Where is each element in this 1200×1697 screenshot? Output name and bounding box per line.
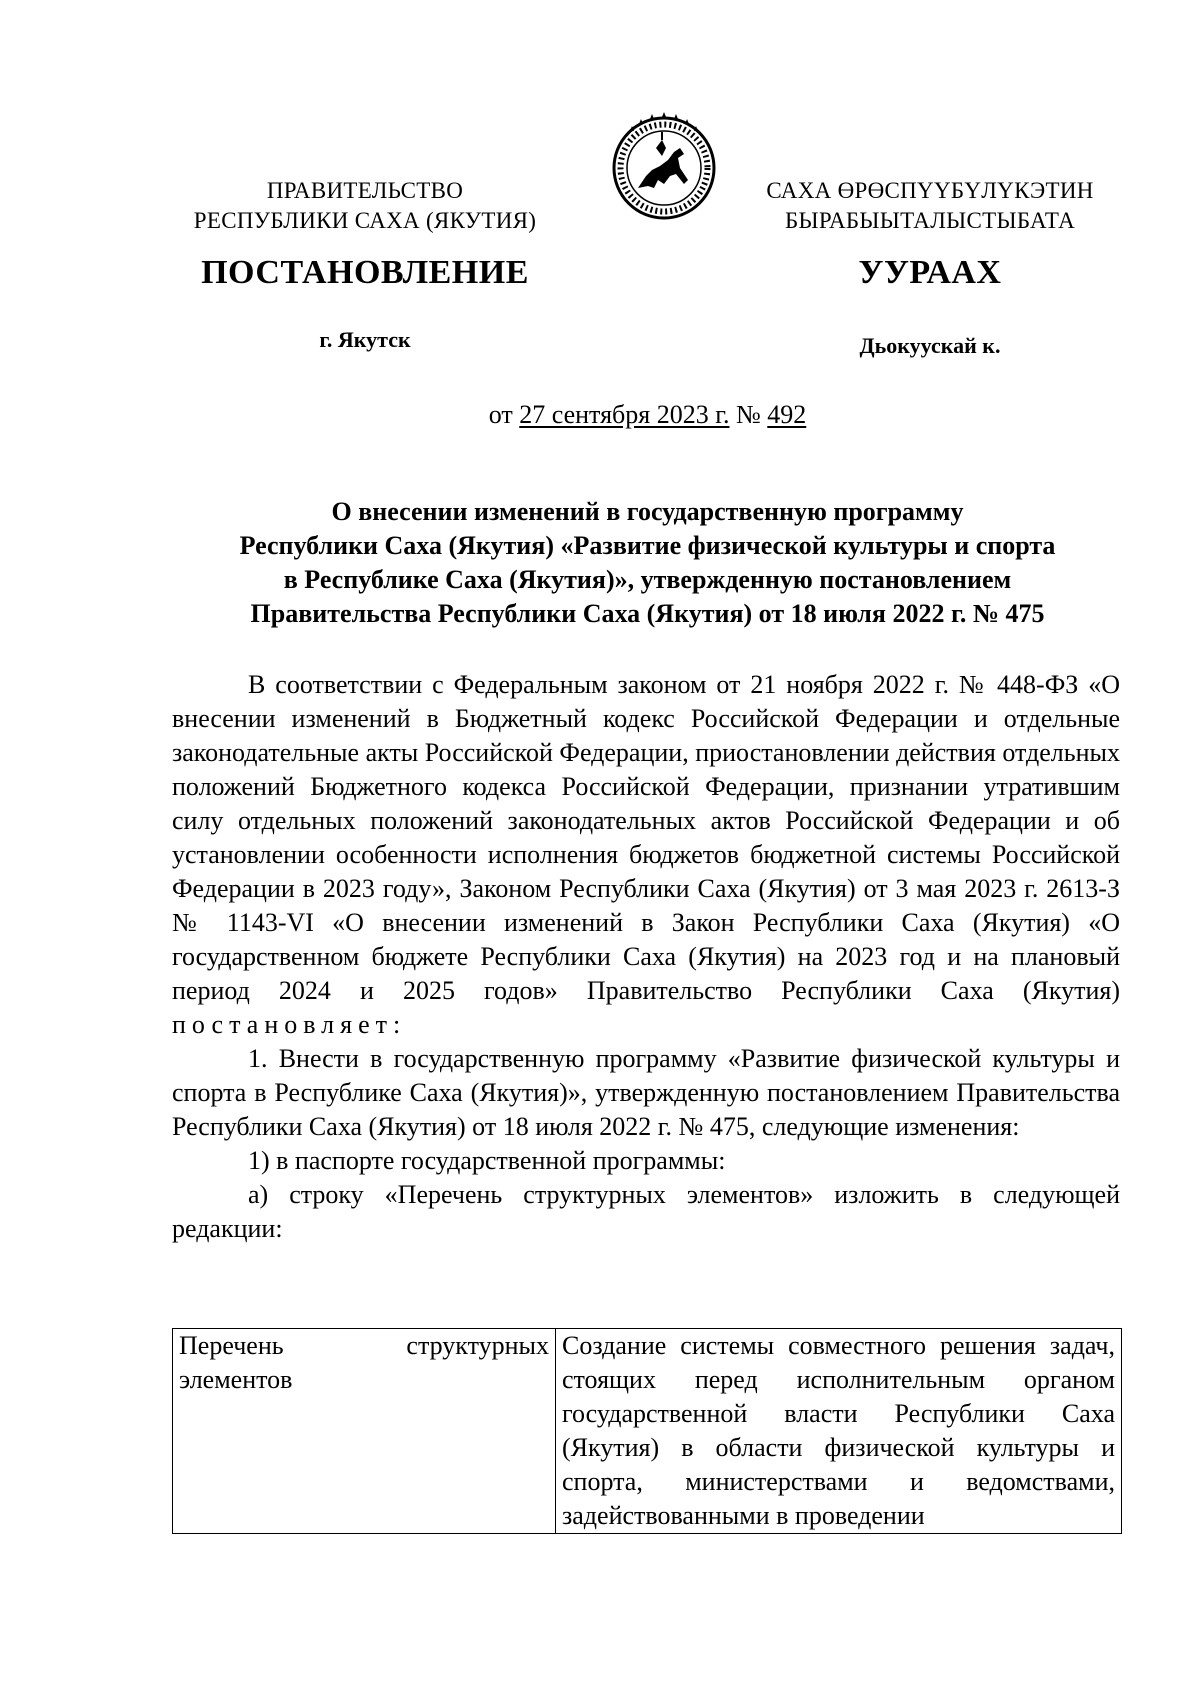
table-row <box>173 1329 1122 1534</box>
table-cell-value: Создание системы совместного решения задач, стоящих перед исполнительным органом государственной власти Республики Саха (Якутия) в области физической культуры и спорта, министерствами и ведомствами, задействованными в проведении <box>556 1329 1122 1534</box>
item-1-1a-paragraph: а) строку «Перечень структурных элементов» изложить в следующей редакции: <box>172 1180 1120 1243</box>
document-body <box>172 668 1120 1246</box>
number-sign: № <box>729 400 768 429</box>
org-name-sakha-line1: САХА ӨРӨСПҮҮБҮЛҮКЭТИН <box>766 178 1094 203</box>
document-date: 27 сентября 2023 г. <box>519 400 730 429</box>
decree-word: постановляет: <box>172 1010 407 1039</box>
document-subject <box>175 495 1120 631</box>
document-number: 492 <box>767 400 807 429</box>
org-name-sakha-line2: БЫРАБЫЫТАЛЫСТЫБАТА <box>784 208 1076 233</box>
org-name-russian <box>175 176 555 236</box>
passport-table <box>172 1328 1122 1534</box>
date-prefix: от <box>488 400 520 429</box>
coat-of-arms-sakha-icon <box>608 110 720 222</box>
doc-type-russian: ПОСТАНОВЛЕНИЕ <box>201 254 529 291</box>
preamble-text: В соответствии с Федеральным законом от 21 ноября 2022 г. № 448-ФЗ «О внесении изменений в Бюджетный кодекс Российской Федерации и отдельные законодательные акты Российской Федерации, приостановлении действия отдельных положений Бюджетного кодекса Российской Федерации, признании утратившим силу отдельных положений законодательных актов Российской Федерации и об установлении особенности исполнения бюджетов бюджетной системы Российской Федерации в 2023 году», Законом Республики Саха (Якутия) от 3 мая 2023 г. 2613-З № 1143-VI «О внесении изменений в Закон Республики Саха (Якутия) «О государственном бюджете Республики Саха (Якутия) на 2023 год и на плановый период 2024 и 2025 годов» Правительство Республики Саха (Якутия) <box>172 670 1120 1005</box>
city-sakha: Дьокуускай к. <box>859 333 1001 358</box>
date-line <box>175 400 1120 430</box>
item-1-1-paragraph: 1) в паспорте государственной программы: <box>248 1146 726 1175</box>
city-russian: г. Якутск <box>319 327 411 352</box>
item-1-paragraph: 1. Внести в государственную программу «Развитие физической культуры и спорта в Республике Саха (Якутия)», утвержденную постановлением Правительства Республики Саха (Якутия) от 18 июля 2022 г. № 475, следующие изменения: <box>172 1044 1120 1141</box>
subject-line: Республики Саха (Якутия) «Развитие физической культуры и спорта <box>239 531 1056 560</box>
subject-line: в Республике Саха (Якутия)», утвержденную постановлением <box>283 565 1012 594</box>
org-name-sakha <box>740 176 1120 236</box>
subject-line: Правительства Республики Саха (Якутия) от 18 июля 2022 г. № 475 <box>250 599 1045 628</box>
org-name-russian-line1: ПРАВИТЕЛЬСТВО <box>266 178 464 203</box>
subject-line: О внесении изменений в государственную программу <box>331 497 964 526</box>
table-cell-label: Перечень структурных элементов <box>173 1329 556 1534</box>
preamble-paragraph <box>172 668 1120 1042</box>
org-name-russian-line2: РЕСПУБЛИКИ САХА (ЯКУТИЯ) <box>193 208 537 233</box>
doc-type-sakha: УУРААХ <box>858 254 1002 291</box>
